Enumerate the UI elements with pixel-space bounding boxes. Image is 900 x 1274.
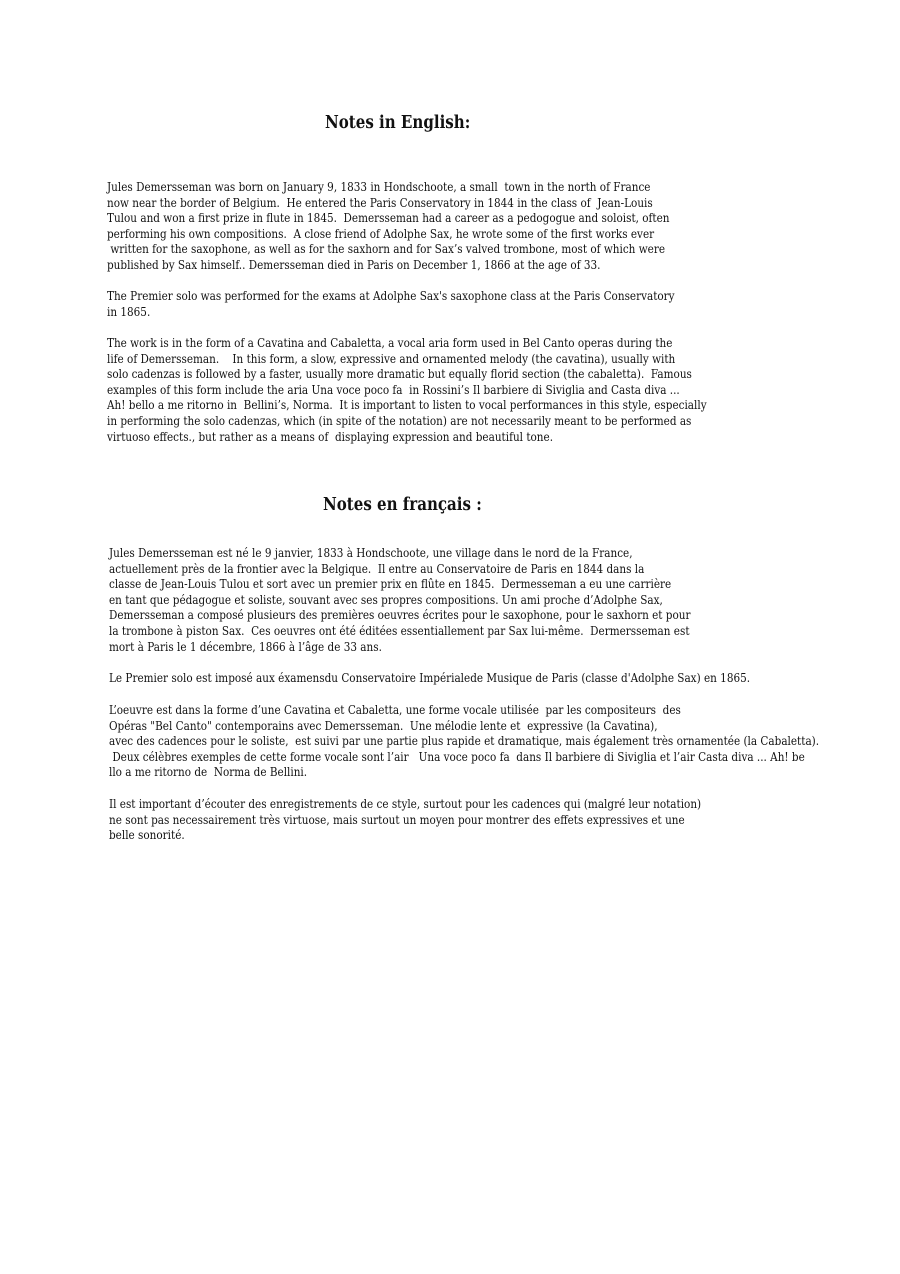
english-heading: Notes in English: <box>325 113 471 133</box>
text-line: performing his own compositions. A close friend of Adolphe Sax, he wrote some of the first works ever <box>107 225 655 241</box>
text-line: The Premier solo was performed for the exams at Adolphe Sax's saxophone class at the Paris Conservatory <box>107 288 675 303</box>
english-paragraph-premier-solo <box>107 288 787 319</box>
text-line: now near the border of Belgium. He entered the Paris Conservatory in 1844 in the class of Jean-Louis <box>107 194 653 210</box>
text-line: Deux célèbres exemples de cette forme vocale sont l’air Una voce poco fa dans Il barbiere di Siviglia et l’air Casta diva ... Ah! be <box>109 748 805 764</box>
text-line: L’oeuvre est dans la forme d’une Cavatina et Cabaletta, une forme vocale utilisée par les compositeurs des <box>109 702 681 717</box>
text-line: en tant que pédagogue et soliste, souvant avec ses propres compositions. Un ami proche d’Adolphe Sax, <box>109 591 663 607</box>
text-line: Le Premier solo est imposé aux éxamensdu Conservatoire Impérialede Musique de Paris (classe d'Adolphe Sax) en 1865. <box>109 670 751 685</box>
text-line: Ah! bello a me ritorno in Bellini’s, Norma. It is important to listen to vocal performances in this style, especially <box>107 397 707 413</box>
text-line: Jules Demersseman est né le 9 janvier, 1833 à Hondschoote, une village dans le nord de la France, <box>109 545 633 560</box>
text-line: examples of this form include the aria Una voce poco fa in Rossini’s Il barbiere di Siviglia and Casta diva ... <box>107 381 680 397</box>
text-line: actuellement près de la frontier avec la Belgique. Il entre au Conservatoire de Paris en 1844 dans la <box>109 560 645 576</box>
text-line: belle sonorité. <box>109 827 185 843</box>
text-line: Il est important d’écouter des enregistrements de ce style, surtout pour les cadences qui (malgré leur notation) <box>109 796 702 811</box>
text-line: llo a me ritorno de Norma de Bellini. <box>109 764 308 780</box>
text-line: ne sont pas necessairement très virtuose, mais surtout un moyen pour montrer des effets expressives et une <box>109 811 685 827</box>
text-line: classe de Jean-Louis Tulou et sort avec un premier prix en flûte en 1845. Dermesseman a eu une carrière <box>109 576 672 592</box>
french-heading: Notes en français : <box>323 495 482 515</box>
text-line: The work is in the form of a Cavatina and Cabaletta, a vocal aria form used in Bel Canto operas during the <box>107 335 673 350</box>
french-paragraph-biographie <box>109 545 805 654</box>
french-paragraph-premier-solo <box>109 670 877 686</box>
text-line: life of Demersseman. In this form, a slow, expressive and ornamented melody (the cavatina), usually with <box>107 350 676 366</box>
english-paragraph-form <box>107 335 825 444</box>
text-line: virtuoso effects., but rather as a means of displaying expression and beautiful tone. <box>107 428 554 444</box>
french-paragraph-forme <box>109 702 900 780</box>
text-line: solo cadenzas is followed by a faster, usually more dramatic but equally florid section (the cabaletta). Famous <box>107 366 692 382</box>
text-line: in 1865. <box>107 303 151 319</box>
text-line: mort à Paris le 1 décembre, 1866 à l’âge de 33 ans. <box>109 638 382 654</box>
text-line: avec des cadences pour le soliste, est suivi par une partie plus rapide et dramatique, mais également très ornamentée (la Cabaletta). <box>109 733 820 749</box>
text-line: written for the saxophone, as well as for the saxhorn and for Sax’s valved trombone, most of which were <box>107 241 666 257</box>
text-line: Jules Demersseman was born on January 9, 1833 in Hondschoote, a small town in the north of France <box>107 179 651 194</box>
french-paragraph-interpretation <box>109 796 818 843</box>
text-line: Tulou and won a first prize in flute in 1845. Demersseman had a career as a pedogogue and soloist, often <box>107 210 670 226</box>
text-line: Demersseman a composé plusieurs des premières oeuvres écrites pour le saxophone, pour le saxhorn et pour <box>109 607 691 623</box>
english-paragraph-biography <box>107 179 781 273</box>
text-line: in performing the solo cadenzas, which (in spite of the notation) are not necessarily meant to be performed as <box>107 412 692 428</box>
text-line: Opéras "Bel Canto" contemporains avec Demersseman. Une mélodie lente et expressive (la Cavatina), <box>109 717 658 733</box>
text-line: la trombone à piston Sax. Ces oeuvres ont été éditées essentiallement par Sax lui-même. Dermersseman est <box>109 622 690 638</box>
text-line: published by Sax himself.. Demersseman died in Paris on December 1, 1866 at the age of 33. <box>107 256 601 272</box>
